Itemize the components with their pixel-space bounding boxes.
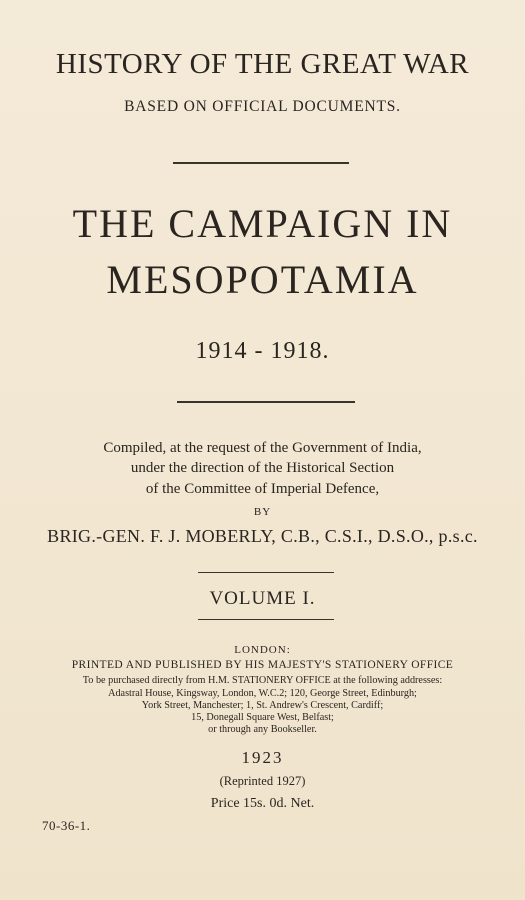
volume-label: VOLUME I. xyxy=(209,588,316,609)
publication-year: 1923 xyxy=(241,748,284,767)
address-line: York Street, Manchester; 1, St. Andrew's Crescent, Cardiff; xyxy=(141,700,384,711)
publisher-line: PRINTED AND PUBLISHED BY HIS MAJESTY'S STATIONERY OFFICE xyxy=(71,659,454,671)
divider-rule xyxy=(173,162,349,164)
by-label: BY xyxy=(253,506,272,518)
address-line: 15, Donegall Square West, Belfast; xyxy=(191,712,334,723)
publisher-city: LONDON: xyxy=(234,644,291,656)
address-line: To be purchased directly from H.M. STATIONERY OFFICE at the following addresses: xyxy=(82,675,443,686)
book-title-line-1: THE CAMPAIGN IN xyxy=(72,201,453,246)
address-line: or through any Bookseller. xyxy=(208,724,317,735)
series-title: HISTORY OF THE GREAT WAR xyxy=(55,48,470,80)
address-line: Adastral House, Kingsway, London, W.C.2; 120, George Street, Edinburgh; xyxy=(108,688,417,699)
book-dates: 1914 - 1918. xyxy=(195,338,330,364)
author-name: BRIG.-GEN. F. J. MOBERLY, C.B., C.S.I., D.S.O., p.s.c. xyxy=(47,526,478,546)
divider-rule xyxy=(198,619,334,620)
series-subtitle: BASED ON OFFICIAL DOCUMENTS. xyxy=(124,98,401,115)
reprint-note: (Reprinted 1927) xyxy=(219,774,306,788)
price-label: Price 15s. 0d. Net. xyxy=(210,796,315,811)
book-title-line-2: MESOPOTAMIA xyxy=(106,257,419,302)
catalogue-code: 70-36-1. xyxy=(42,818,91,833)
divider-rule xyxy=(198,572,334,573)
compilation-line-3: of the Committee of Imperial Defence, xyxy=(145,481,380,497)
compilation-line-1: Compiled, at the request of the Government of India, xyxy=(103,440,422,456)
divider-rule xyxy=(177,401,355,403)
compilation-line-2: under the direction of the Historical Section xyxy=(130,460,395,476)
